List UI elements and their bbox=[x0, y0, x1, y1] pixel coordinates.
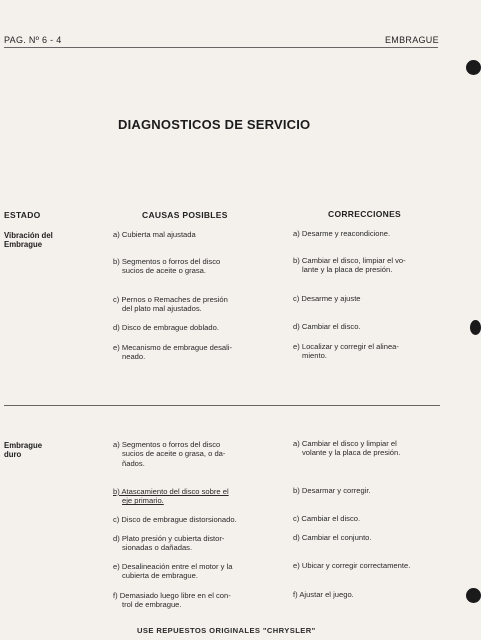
causa-item: d) Disco de embrague doblado. bbox=[113, 323, 219, 332]
causa-item: b) Segmentos o forros del disco sucios de aceite o grasa. bbox=[113, 257, 221, 276]
causa-item: e) Desalineación entre el motor y la cubierta de embrague. bbox=[113, 562, 233, 581]
correccion-item: d) Cambiar el conjunto. bbox=[293, 533, 372, 542]
correccion-item: d) Cambiar el disco. bbox=[293, 322, 361, 331]
causa-item: f) Demasiado luego libre en el con- trol de embrague. bbox=[113, 591, 231, 610]
correccion-item: a) Cambiar el disco y limpiar el volante y la placa de presión. bbox=[293, 439, 401, 458]
section-divider bbox=[4, 405, 440, 406]
correccion-item: e) Localizar y corregir el alinea- miento. bbox=[293, 342, 399, 361]
correccion-item: b) Desarmar y corregir. bbox=[293, 486, 371, 495]
correccion-item: c) Desarme y ajuste bbox=[293, 294, 361, 303]
binder-hole-icon bbox=[466, 588, 481, 603]
binder-hole-icon bbox=[466, 60, 481, 75]
causa-item: a) Cubierta mal ajustada bbox=[113, 230, 196, 239]
correccion-item: e) Ubicar y corregir correctamente. bbox=[293, 561, 411, 570]
estado-label: Embrague duro bbox=[4, 441, 43, 460]
page-title: DIAGNOSTICOS DE SERVICIO bbox=[118, 117, 311, 132]
causa-item: d) Plato presión y cubierta distor- sionadas o dañadas. bbox=[113, 534, 225, 553]
correccion-item: a) Desarme y reacondicione. bbox=[293, 229, 391, 238]
causa-item: c) Pernos o Remaches de presión del plato mal ajustados. bbox=[113, 295, 228, 314]
correccion-item: f) Ajustar el juego. bbox=[293, 590, 354, 599]
correccion-item: c) Cambiar el disco. bbox=[293, 514, 361, 523]
causa-item: c) Disco de embrague distorsionado. bbox=[113, 515, 237, 524]
header-rule bbox=[4, 47, 438, 48]
page-number: PAG. Nº 6 - 4 bbox=[4, 35, 62, 45]
estado-label: Vibración del Embrague bbox=[4, 231, 53, 250]
footer-note: USE REPUESTOS ORIGINALES "CHRYSLER" bbox=[137, 626, 316, 635]
binder-hole-icon bbox=[470, 320, 481, 335]
correccion-item: b) Cambiar el disco, limpiar el vo- lante y la placa de presión. bbox=[293, 256, 406, 275]
column-header-causas: CAUSAS POSIBLES bbox=[142, 210, 228, 220]
section-name: EMBRAGUE bbox=[385, 35, 439, 45]
causa-item: e) Mecanismo de embrague desali- neado. bbox=[113, 343, 233, 362]
causa-item: b) Atascamiento del disco sobre el eje primario. bbox=[113, 487, 229, 506]
column-header-correcciones: CORRECCIONES bbox=[328, 209, 402, 219]
causa-item: a) Segmentos o forros del disco sucios de aceite o grasa, o da- ñados. bbox=[113, 440, 226, 468]
column-header-estado: ESTADO bbox=[4, 210, 41, 220]
